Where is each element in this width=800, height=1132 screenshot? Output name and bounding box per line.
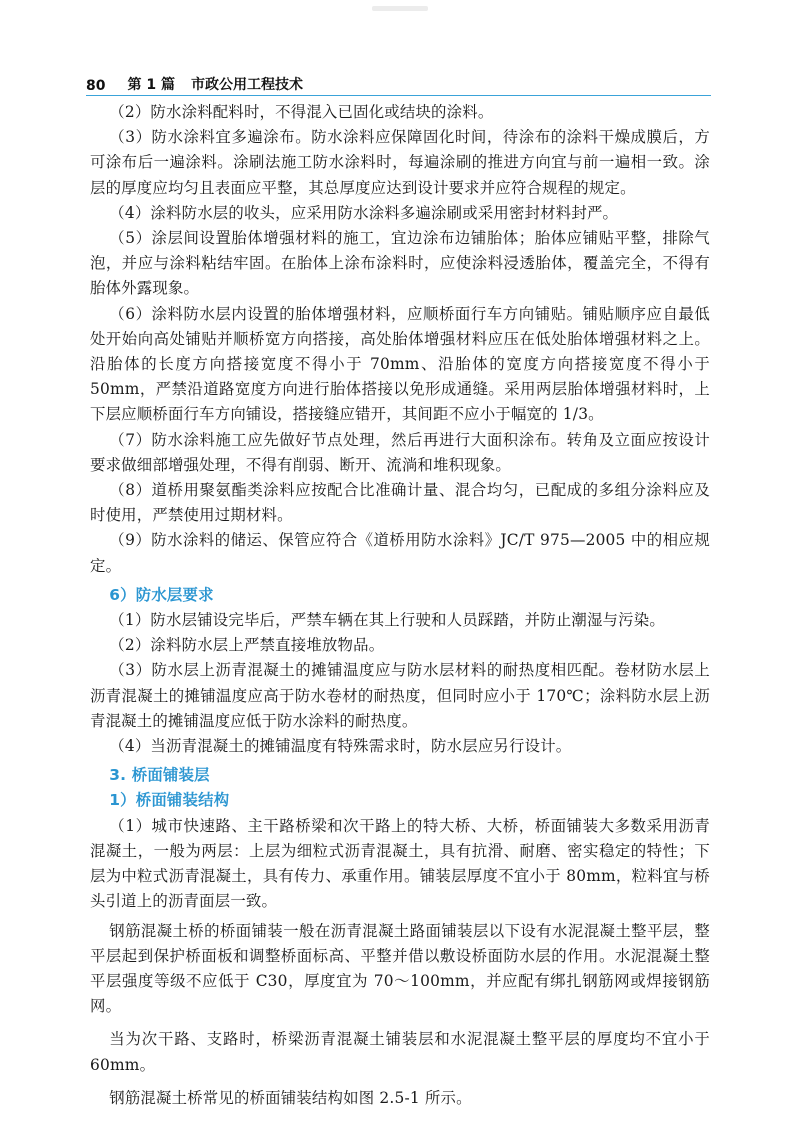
paragraph: 当为次干路、支路时，桥梁沥青混凝土铺装层和水泥混凝土整平层的厚度均不宜小于 60mm。 [90, 1030, 710, 1074]
section-heading: 3. 桥面铺装层 [109, 766, 210, 785]
running-header [86, 72, 711, 94]
part-label: 第 1 篇 [127, 77, 175, 93]
section-heading: 6）防水层要求 [109, 585, 214, 604]
list-item: （2）防水涂料配料时，不得混入已固化或结块的涂料。 [109, 103, 494, 121]
paragraph: 钢筋混凝土桥的桥面铺装一般在沥青混凝土路面铺装层以下设有水泥混凝土整平层，整平层起到保护桥面板和调整桥面标高、平整并借以敷设桥面防水层的作用。水泥混凝土整平层强度等级不应低于 C30，厚度宜为 70～100mm，并应配有绑扎钢筋网或焊接钢筋网。 [90, 921, 710, 1016]
list-item: （6）涂料防水层内设置的胎体增强材料，应顺桥面行车方向铺贴。铺贴顺序应自最低处开始向高处铺贴并顺桥宽方向搭接，高处胎体增强材料应压在低处胎体增强材料之上。沿胎体的长度方向搭接宽度不得小于 70mm、沿胎体的宽度方向搭接宽度不得小于 50mm，严禁沿道路宽度方向进行胎体搭接以免形成通缝。采用两层胎体增强材料时，上下层应顺桥面行车方向铺设，搭接缝应错开，其间距不应小于幅宽的 1/3。 [90, 304, 710, 424]
list-item: （1）防水层铺设完毕后，严禁车辆在其上行驶和人员踩踏，并防止潮湿与污染。 [109, 611, 665, 630]
list-item: （3）防水涂料宜多遍涂布。防水涂料应保障固化时间，待涂布的涂料干燥成膜后，方可涂布后一遍涂料。涂刷法施工防水涂料时，每遍涂刷的推进方向宜与前一遍相一致。涂层的厚度应均匀且表面应平整，其总厚度应达到设计要求并应符合规程的规定。 [90, 128, 710, 197]
page-number: 80 [86, 78, 106, 94]
paragraph: 钢筋混凝土桥常见的桥面铺装结构如图 2.5-1 所示。 [109, 1088, 472, 1107]
paragraph: （1）城市快速路、主干路桥梁和次干路上的特大桥、大桥，桥面铺装大多数采用沥青混凝土，一般为两层：上层为细粒式沥青混凝土，具有抗滑、耐磨、密实稳定的特性；下层为中粒式沥青混凝土，具有传力、承重作用。铺装层厚度不宜小于 80mm，粒料宜与桥头引道上的沥青面层一致。 [90, 816, 710, 911]
list-item: （8）道桥用聚氨酯类涂料应按配合比准确计量、混合均匀，已配成的多组分涂料应及时使用，严禁使用过期材料。 [90, 481, 710, 525]
list-item: （4）当沥青混凝土的摊铺温度有特殊需求时，防水层应另行设计。 [109, 737, 572, 756]
page-body [90, 100, 710, 1111]
top-mark [372, 6, 428, 11]
list-item: （9）防水涂料的储运、保管应符合《道桥用防水涂料》JC/T 975—2005 中的相应规定。 [90, 531, 710, 575]
list-item: （5）涂层间设置胎体增强材料的施工，宜边涂布边铺胎体；胎体应铺贴平整，排除气泡，并应与涂料粘结牢固。在胎体上涂布涂料时，应使涂料浸透胎体，覆盖完全，不得有胎体外露现象。 [90, 229, 710, 298]
list-item: （2）涂料防水层上严禁直接堆放物品。 [109, 636, 385, 655]
part-title: 市政公用工程技术 [190, 77, 303, 93]
list-item: （3）防水层上沥青混凝土的摊铺温度应与防水层材料的耐热度相匹配。卷材防水层上沥青混凝土的摊铺温度应高于防水卷材的耐热度，但同时应小于 170℃；涂料防水层上沥青混凝土的摊铺温度应低于防水涂料的耐热度。 [90, 661, 710, 730]
list-item: （4）涂料防水层的收头，应采用防水涂料多遍涂刷或采用密封材料封严。 [109, 203, 619, 222]
subsection-heading: 1）桥面铺装结构 [109, 791, 230, 810]
header-rule [86, 95, 711, 96]
list-item: （7）防水涂料施工应先做好节点处理，然后再进行大面积涂布。转角及立面应按设计要求做细部增强处理，不得有削弱、断开、流淌和堆积现象。 [90, 430, 710, 474]
